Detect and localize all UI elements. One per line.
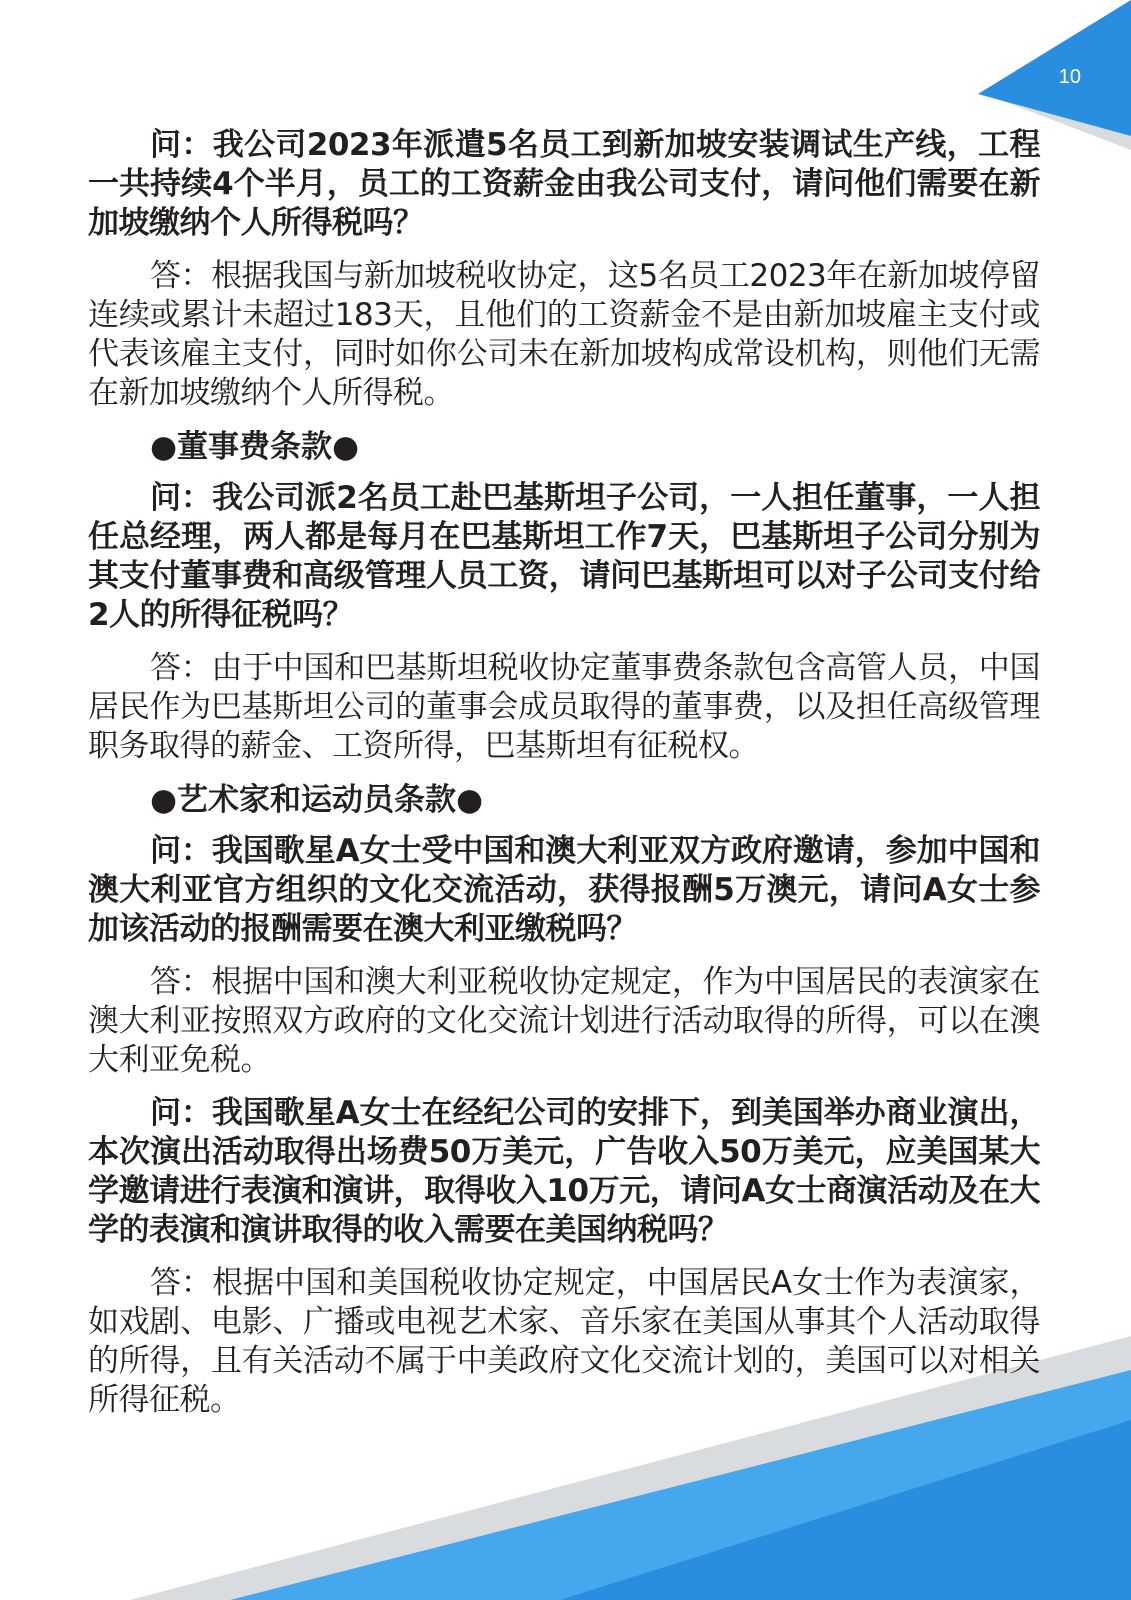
section-heading-directors-fees: ●董事费条款●: [150, 429, 360, 465]
question-4: 问：我国歌星A女士在经纪公司的安排下，到美国举办商业演出，本次演出活动取得出场费50万美元，广告收入50万美元，应美国某大学邀请进行表演和演讲，取得收入10万元，请问A女士商演活动及在大学的表演和演讲取得的收入需要在美国纳税吗？: [88, 1095, 1040, 1248]
answer-4: 答：根据中国和美国税收协定规定，中国居民A女士作为表演家，如戏剧、电影、广播或电视艺术家、音乐家在美国从事其个人活动取得的所得，且有关活动不属于中美政府文化交流计划的，美国可以对相关所得征税。: [88, 1265, 1040, 1418]
question-2: 问：我公司派2名员工赴巴基斯坦子公司，一人担任董事，一人担任总经理，两人都是每月在巴基斯坦工作7天，巴基斯坦子公司分别为其支付董事费和高级管理人员工资，请问巴基斯坦可以对子公司支付给2人的所得征税吗？: [88, 480, 1040, 633]
answer-3: 答：根据中国和澳大利亚税收协定规定，作为中国居民的表演家在澳大利亚按照双方政府的文化交流计划进行活动取得的所得，可以在澳大利亚免税。: [88, 964, 1040, 1078]
answer-1: 答：根据我国与新加坡税收协定，这5名员工2023年在新加坡停留连续或累计未超过183天，且他们的工资薪金不是由新加坡雇主支付或代表该雇主支付，同时如你公司未在新加坡构成常设机构，则他们无需在新加坡缴纳个人所得税。: [88, 258, 1040, 411]
page-number: 10: [1058, 66, 1081, 88]
document-body: [88, 126, 1040, 1434]
question-1: 问：我公司2023年派遣5名员工到新加坡安装调试生产线，工程一共持续4个半月，员工的工资薪金由我公司支付，请问他们需要在新加坡缴纳个人所得税吗？: [88, 127, 1040, 241]
section-heading-artistes-sportsmen: ●艺术家和运动员条款●: [150, 782, 484, 818]
answer-2: 答：由于中国和巴基斯坦税收协定董事费条款包含高管人员，中国居民作为巴基斯坦公司的董事会成员取得的董事费，以及担任高级管理职务取得的薪金、工资所得，巴基斯坦有征税权。: [88, 650, 1040, 764]
question-3: 问：我国歌星A女士受中国和澳大利亚双方政府邀请，参加中国和澳大利亚官方组织的文化交流活动，获得报酬5万澳元，请问A女士参加该活动的报酬需要在澳大利亚缴税吗？: [88, 833, 1040, 947]
